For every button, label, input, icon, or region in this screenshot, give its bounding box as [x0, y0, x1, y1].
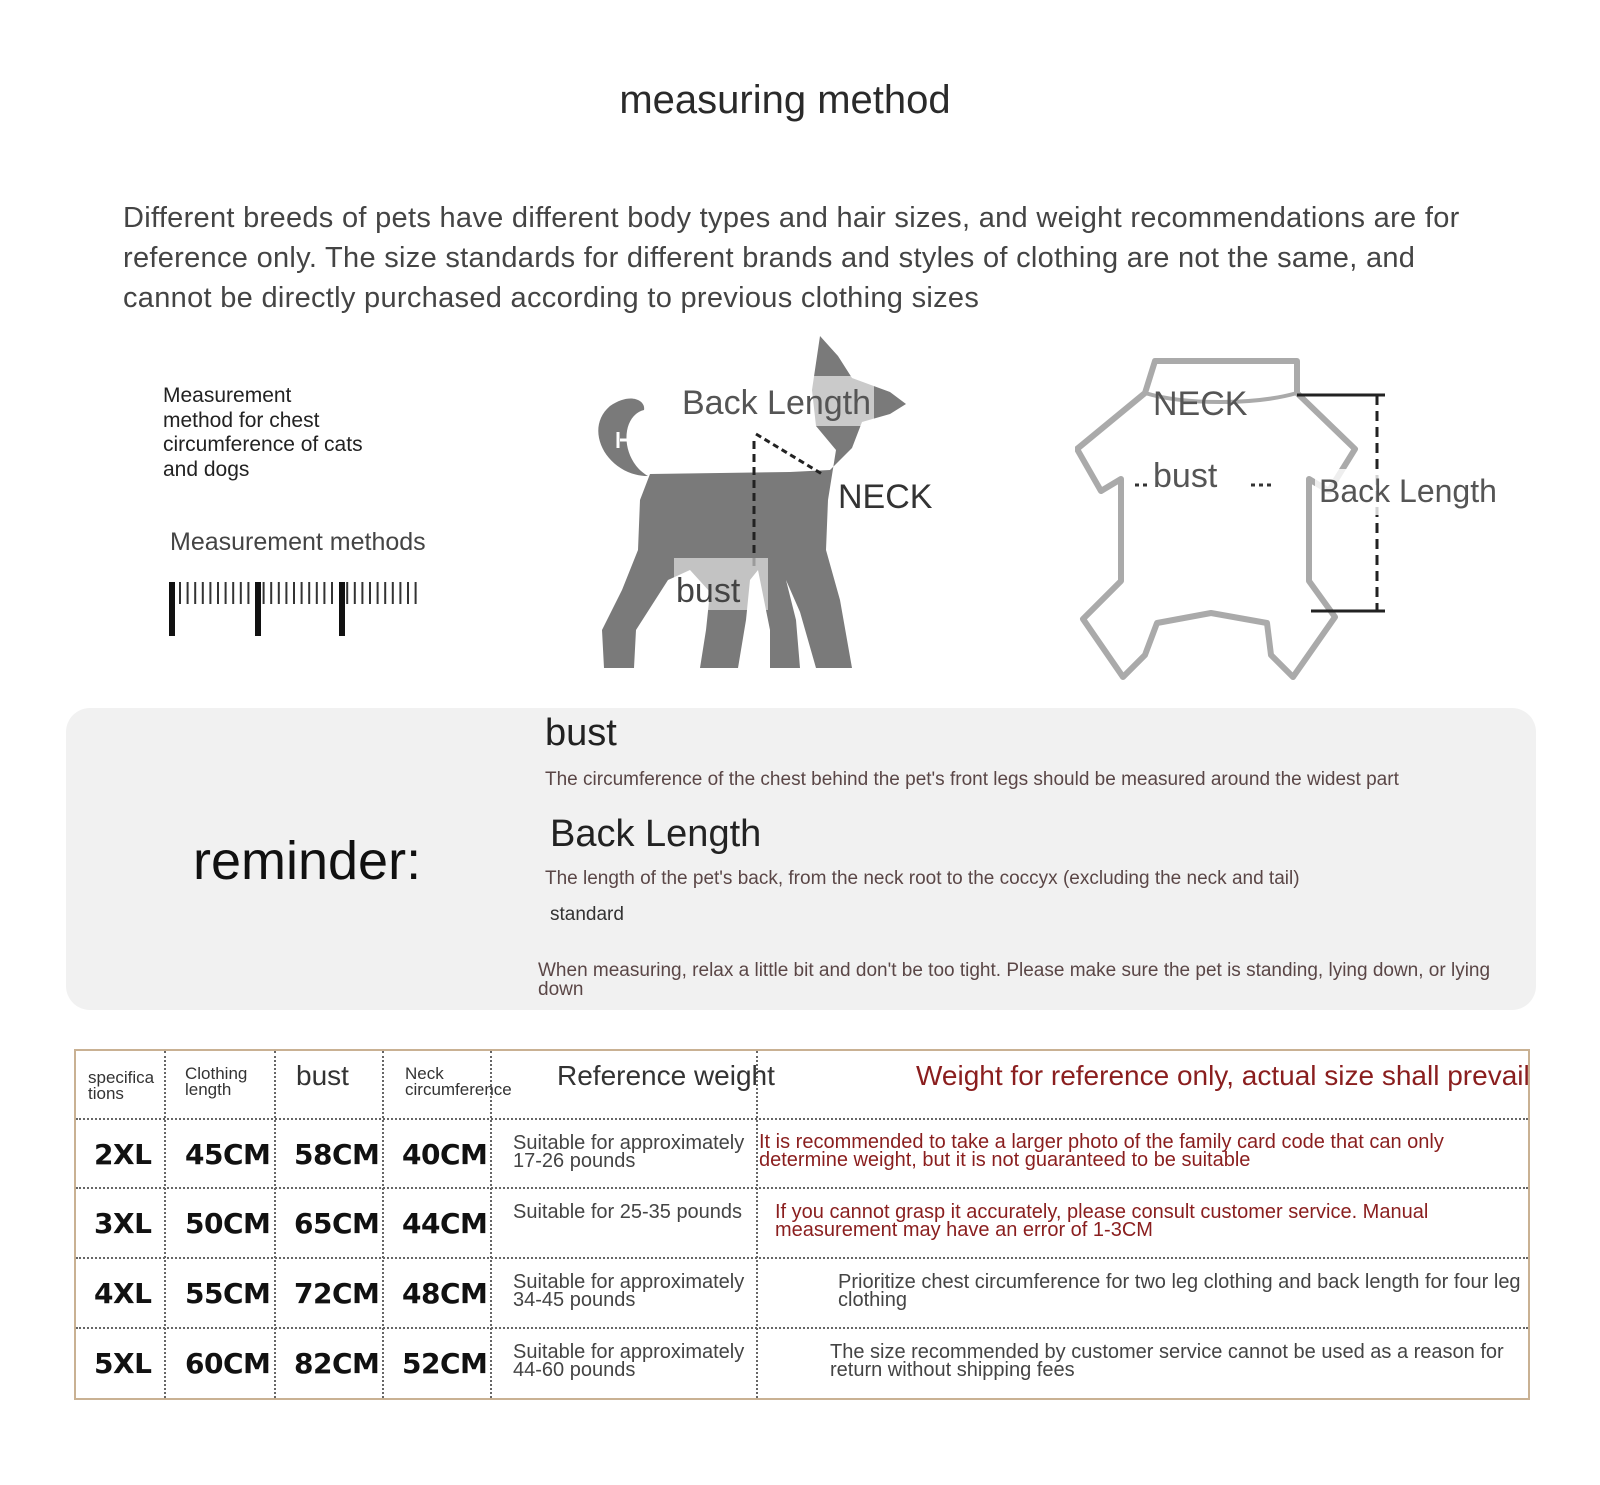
cell-neck: 52CM [402, 1347, 488, 1380]
col-divider [274, 1051, 276, 1398]
chest-method-caption: Measurement method for chest circumference of cats and dogs [163, 384, 363, 481]
header-weight-note: Weight for reference only, actual size shall prevail [916, 1060, 1530, 1091]
reminder-standard-desc: When measuring, relax a little bit and don't be too tight. Please make sure the pet is standing, lying down, or lying down [538, 960, 1491, 1000]
row-divider [76, 1257, 1528, 1259]
dog-neck-label: NECK [838, 478, 933, 516]
row-divider [76, 1118, 1528, 1120]
cell-weight: Suitable for approximately 17-26 pounds [513, 1132, 745, 1172]
cell-neck: 40CM [402, 1138, 488, 1171]
cell-weight: Suitable for 25-35 pounds [513, 1201, 743, 1223]
header-reference-weight: Reference weight [557, 1060, 775, 1091]
intro-paragraph: Different breeds of pets have different body types and hair sizes, and weight recommendations are for reference only. The size standards for different brands and styles of clothing are not the same, and cannot be directly purchased according to previous clothing sizes [123, 202, 1460, 314]
cell-bust: 65CM [294, 1207, 380, 1240]
reminder-back-desc: The length of the pet's back, from the neck root to the coccyx (excluding the neck and tail) [545, 868, 1300, 889]
cell-length: 50CM [185, 1207, 271, 1240]
cell-size: 5XL [94, 1347, 152, 1380]
header-neck: Neck circumference [405, 1064, 512, 1099]
cell-bust: 82CM [294, 1347, 380, 1380]
cell-note: It is recommended to take a larger photo of the family card code that can only determine weight, but it is not guaranteed to be suitable [759, 1131, 1444, 1171]
ruler-icon [168, 578, 428, 640]
col-divider [382, 1051, 384, 1398]
reminder-bust-desc: The circumference of the chest behind the pet's front legs should be measured around the widest part [545, 769, 1399, 790]
header-bust: bust [296, 1060, 349, 1091]
cell-length: 55CM [185, 1277, 271, 1310]
dog-back-length-label: Back Length [682, 384, 872, 422]
garment-bust-label: bust [1153, 457, 1218, 495]
header-specifications: specifica tions [88, 1068, 155, 1103]
cell-note: The size recommended by customer service cannot be used as a reason for return without shipping fees [830, 1341, 1504, 1381]
cell-neck: 48CM [402, 1277, 488, 1310]
header-clothing-length: Clothing length [185, 1064, 248, 1099]
cell-bust: 58CM [294, 1138, 380, 1171]
dog-bust-label: bust [676, 572, 741, 610]
cell-weight: Suitable for approximately 44-60 pounds [513, 1341, 745, 1381]
garment-diagram [1075, 355, 1555, 685]
cell-bust: 72CM [294, 1277, 380, 1310]
methods-label: Measurement methods [170, 528, 426, 556]
cell-length: 45CM [185, 1138, 271, 1171]
cell-note: If you cannot grasp it accurately, please consult customer service. Manual measurement may have an error of 1-3CM [775, 1201, 1429, 1241]
garment-back-length-label: Back Length [1319, 473, 1497, 509]
reminder-label: reminder: [193, 831, 422, 891]
garment-neck-label: NECK [1153, 385, 1248, 423]
row-divider [76, 1327, 1528, 1329]
col-divider [490, 1051, 492, 1398]
col-divider [164, 1051, 166, 1398]
cell-neck: 44CM [402, 1207, 488, 1240]
cell-size: 3XL [94, 1207, 152, 1240]
cell-size: 2XL [94, 1138, 152, 1171]
reminder-standard-title: standard [550, 904, 624, 925]
page-title: measuring method [619, 78, 951, 122]
dog-diagram [590, 330, 950, 690]
row-divider [76, 1187, 1528, 1189]
reminder-bust-title: bust [545, 712, 617, 754]
cell-note: Prioritize chest circumference for two leg clothing and back length for four leg clothing [838, 1271, 1521, 1311]
reminder-back-title: Back Length [550, 813, 762, 855]
cell-length: 60CM [185, 1347, 271, 1380]
cell-weight: Suitable for approximately 34-45 pounds [513, 1271, 745, 1311]
cell-size: 4XL [94, 1277, 152, 1310]
